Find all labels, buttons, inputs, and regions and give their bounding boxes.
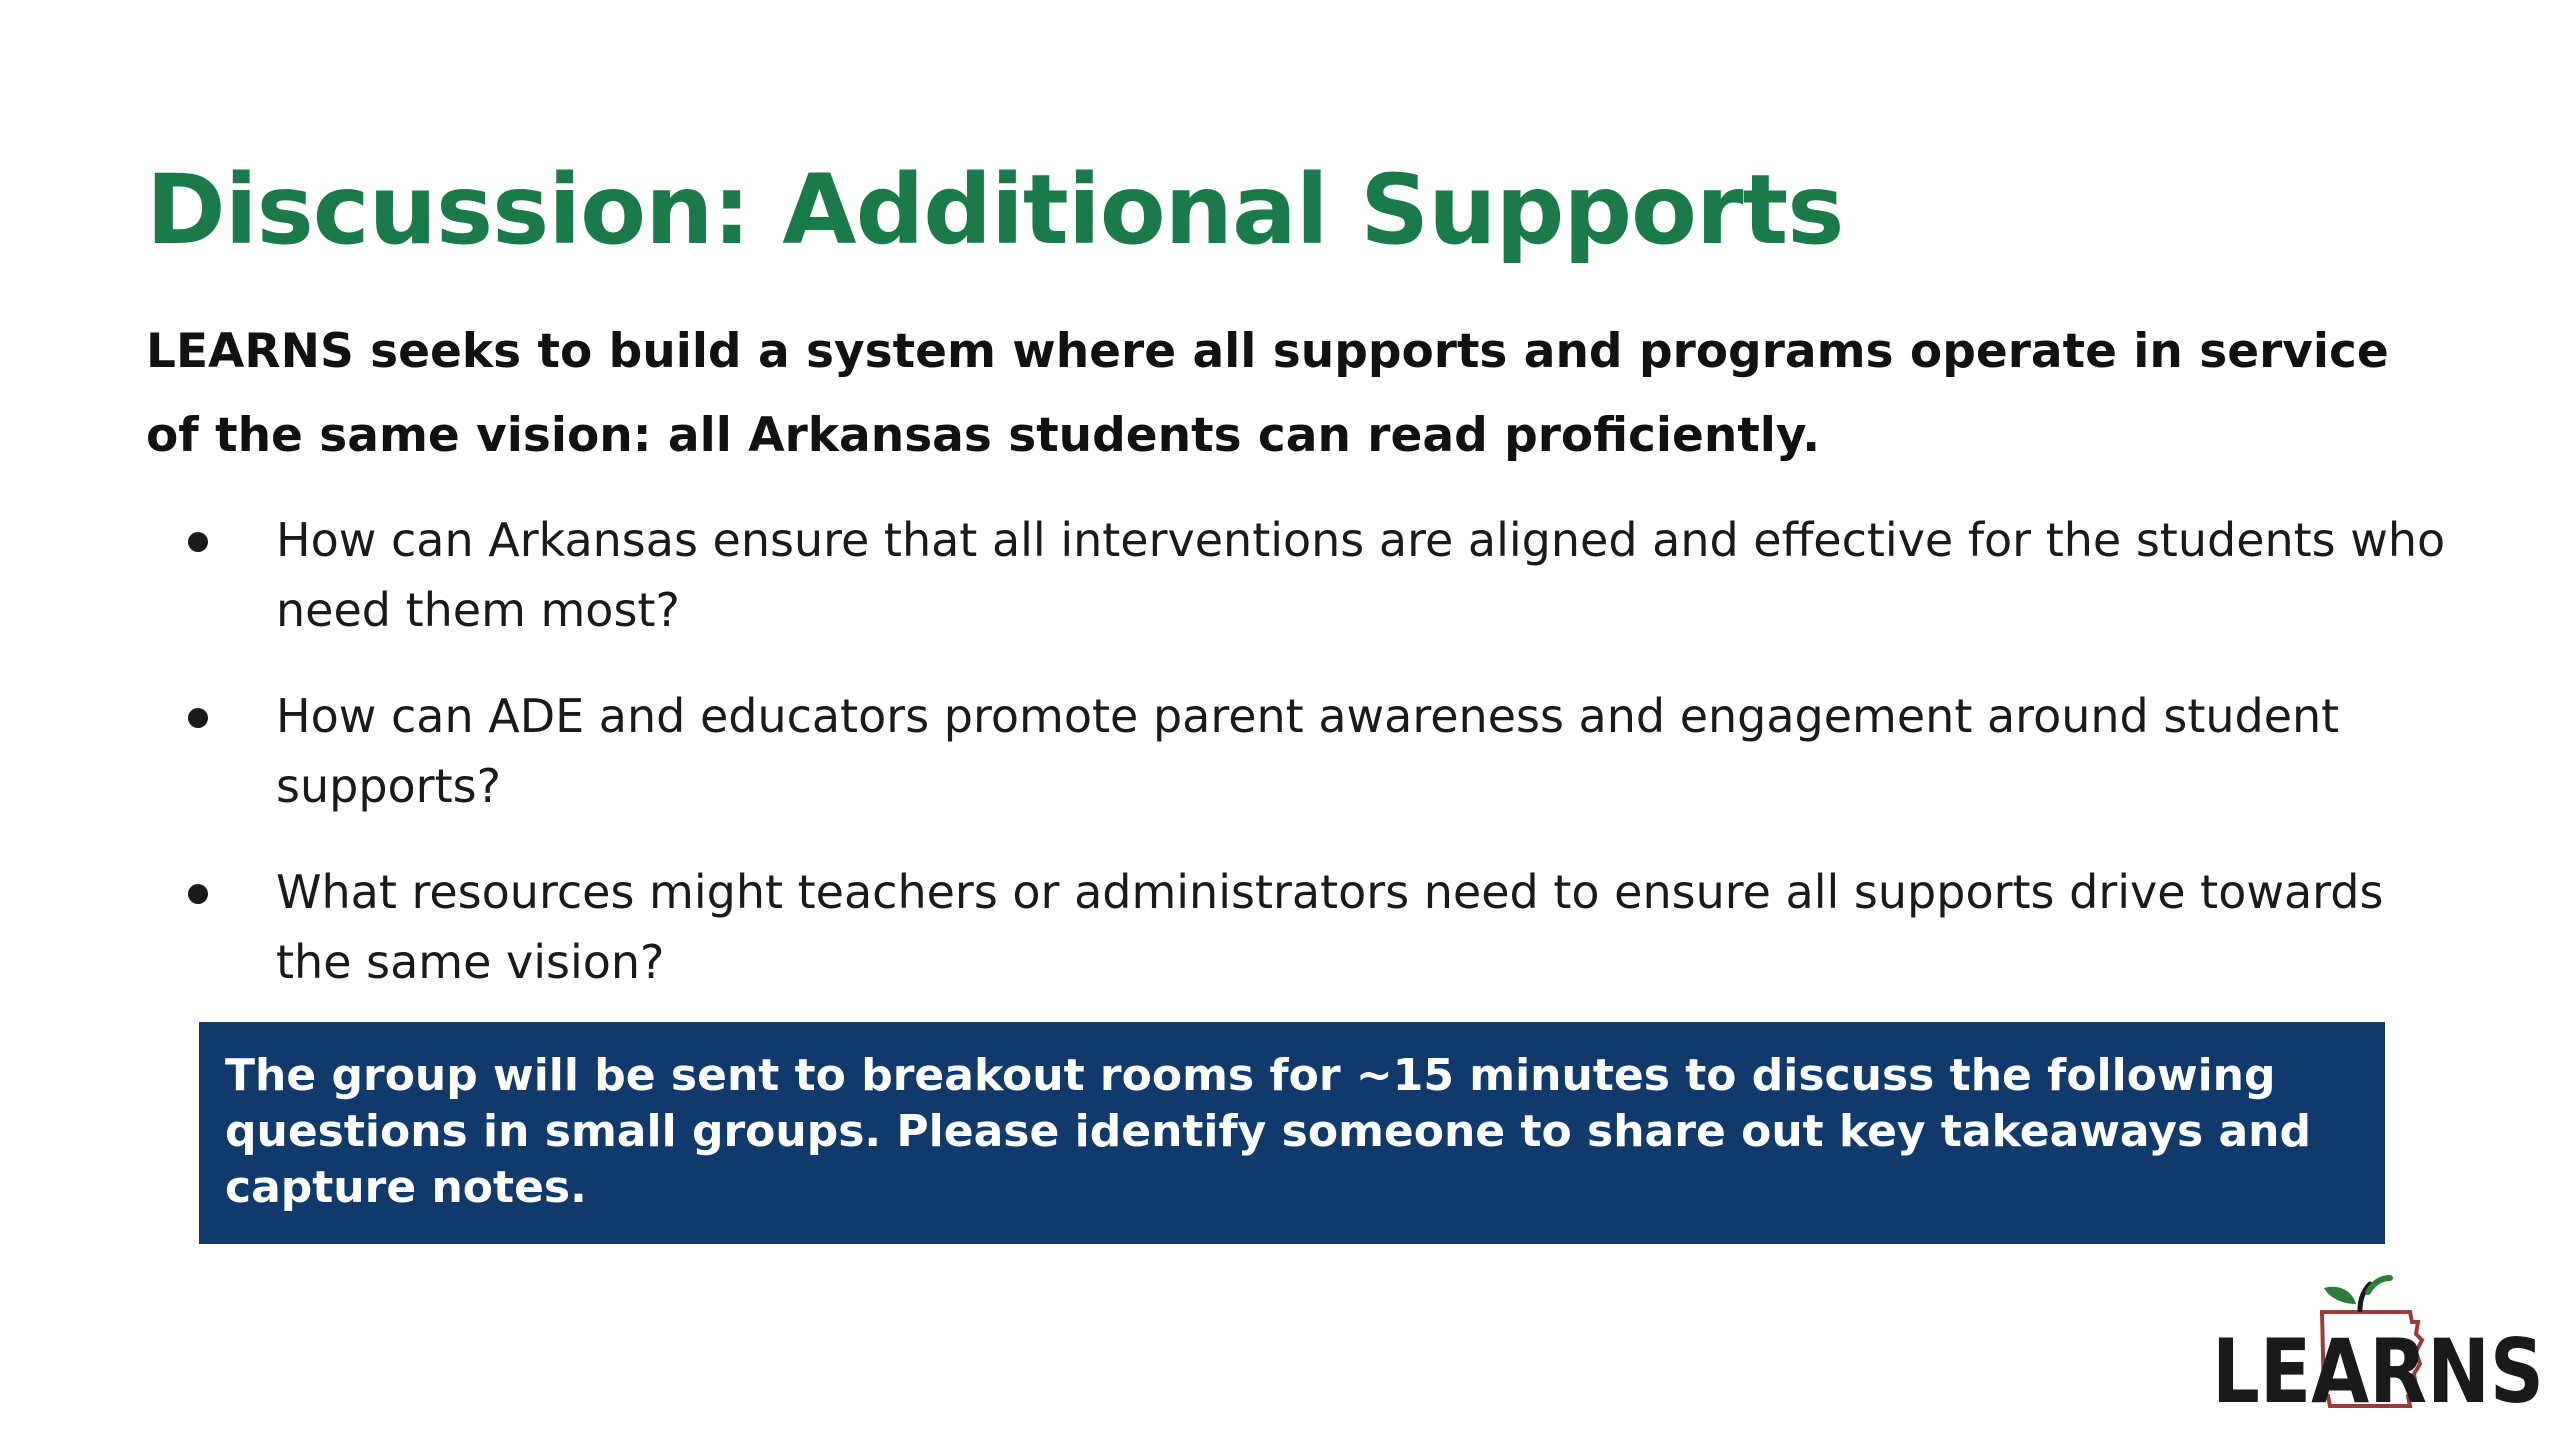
bullet-icon xyxy=(188,884,208,904)
list-item xyxy=(146,681,2446,821)
learns-logo xyxy=(2210,1270,2550,1430)
learns-logo-graphic xyxy=(2210,1270,2550,1430)
discussion-questions xyxy=(146,505,2446,1033)
question-text: How can Arkansas ensure that all interventions are aligned and effective for the students who need them most? xyxy=(276,513,2446,637)
list-item xyxy=(146,857,2446,997)
logo-text: LEARNS xyxy=(2212,1320,2544,1423)
question-text: What resources might teachers or administrators need to ensure all supports drive towards the same vision? xyxy=(276,865,2384,989)
slide-title: Discussion: Additional Supports xyxy=(146,154,1844,266)
callout-text: The group will be sent to breakout rooms for ~15 minutes to discuss the following questions in small groups. Please identify someone to share out key takeaways and capture notes. xyxy=(225,1050,2311,1213)
leaf-icon xyxy=(2324,1287,2356,1304)
bullet-icon xyxy=(188,708,208,728)
list-item xyxy=(146,505,2446,645)
bullet-icon xyxy=(188,532,208,552)
breakout-callout xyxy=(199,1022,2385,1244)
lead-statement: LEARNS seeks to build a system where all supports and programs operate in service of the same vision: all Arkansas students can read proficiently. xyxy=(146,324,2389,463)
question-text: How can ADE and educators promote parent awareness and engagement around student supports? xyxy=(276,689,2340,813)
